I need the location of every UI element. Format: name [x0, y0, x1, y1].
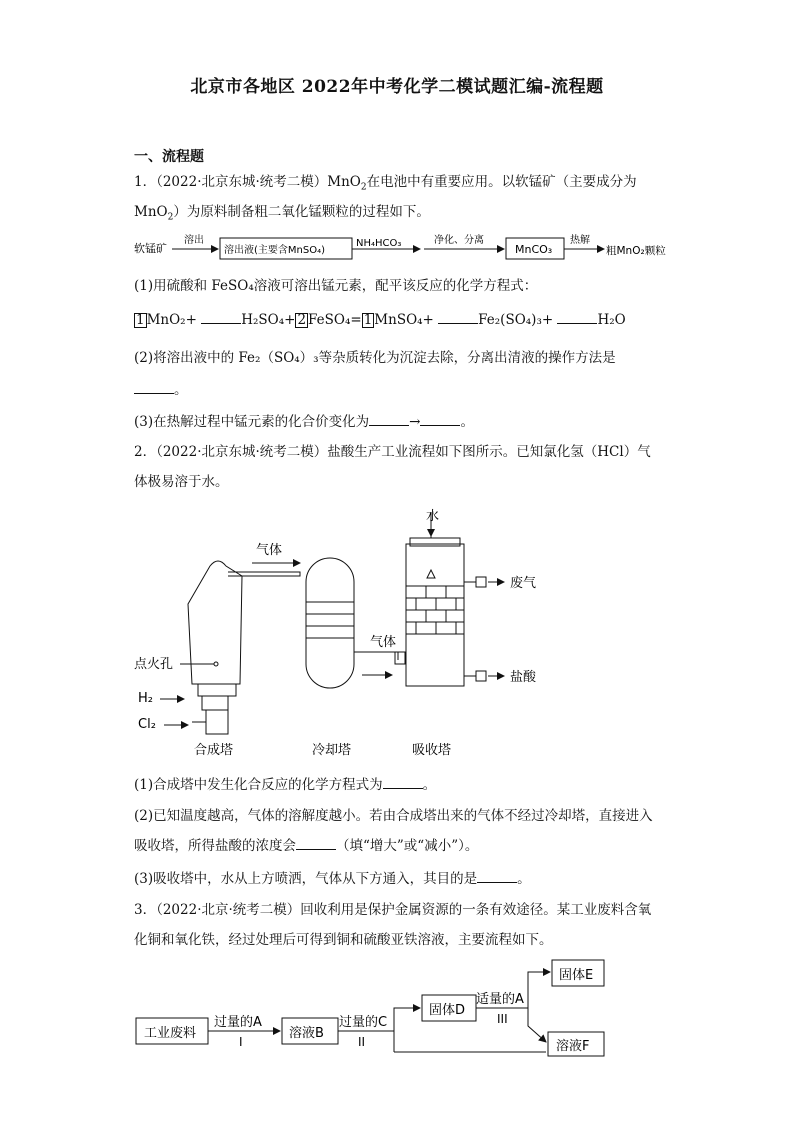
q2-apparatus-diagram: [130, 500, 560, 765]
q1-sub1: (1)用硫酸和 FeSO₄溶液可溶出锰元素，配平该反应的化学方程式：: [134, 278, 538, 294]
caption-cooling-tower: 冷却塔: [312, 743, 352, 758]
flow-box-mnco3: MnCO₃: [515, 243, 553, 256]
label-waste-gas: 废气: [510, 576, 537, 591]
flow-start: 软锰矿: [134, 242, 167, 255]
label-hydrochloric-acid: 盐酸: [510, 670, 537, 685]
q1-process-flow: [134, 232, 684, 262]
q1-stem-line1: 1．（2022·北京东城·统考二模）MnO$_2$在电池中有重要应用。以软锰矿（主要成分为: [134, 174, 637, 193]
arrow-label-proper-a: 适量的A: [476, 992, 524, 1007]
flow-step-dissolve: 溶出: [184, 235, 204, 246]
box-solid-d: 固体D: [429, 1003, 466, 1018]
answer-blank[interactable]: [369, 413, 409, 426]
coef-box-1: 1: [136, 312, 145, 328]
q3-process-flow: [134, 956, 614, 1060]
q1-stem-line2: MnO$_2$）为原料制备粗二氧化锰颗粒的过程如下。: [134, 204, 430, 223]
caption-synthesis-tower: 合成塔: [194, 743, 234, 758]
q2-stem-line1: 2．（2022·北京东城·统考二模）盐酸生产工业流程如下图所示。已知氯化氢（HCl）气: [134, 444, 651, 460]
step-2: II: [358, 1035, 366, 1049]
arrow-label-excess-a: 过量的A: [214, 1015, 262, 1030]
label-water: 水: [426, 509, 440, 524]
page-title: 北京市各地区 2022年中考化学二模试题汇编-流程题: [190, 77, 604, 97]
synthesis-tower: [188, 561, 242, 734]
q3-stem-line2: 化铜和氧化铁，经过处理后可得到铜和硫酸亚铁溶液，主要流程如下。: [134, 932, 553, 948]
coef-blank-h2o[interactable]: [557, 311, 597, 324]
answer-blank[interactable]: [420, 413, 460, 426]
answer-blank[interactable]: [383, 776, 423, 789]
label-h2: H₂: [138, 691, 153, 706]
q1-sub3: (3)在热解过程中锰元素的化合价变化为 → 。: [134, 414, 474, 430]
q3-stem-line1: 3．（2022·北京·统考二模）回收利用是保护金属资源的一条有效途径。某工业废料含氧: [134, 902, 652, 918]
answer-blank[interactable]: [134, 381, 174, 394]
q2-stem-line2: 体极易溶于水。: [134, 474, 229, 490]
coef-box-2: 2: [297, 312, 307, 328]
label-cl2: Cl₂: [138, 717, 156, 732]
absorption-tower: [406, 512, 486, 686]
label-gas-1: 气体: [256, 543, 283, 558]
section-heading: 一、流程题: [134, 149, 204, 165]
coef-blank-fe2so43[interactable]: [438, 311, 478, 324]
q1-equation: 1 MnO₂+ H₂SO₄+ 2 FeSO₄= 1 MnSO₄+ Fe₂(SO₄)₃+ H₂O: [136, 312, 626, 328]
flow-end: 粗MnO₂颗粒: [606, 245, 666, 257]
q2-sub2-line1: (2)已知温度越高，气体的溶解度越小。若由合成塔出来的气体不经过冷却塔，直接进入: [134, 808, 653, 824]
box-solution-b: 溶液B: [289, 1026, 324, 1041]
step-1: I: [239, 1035, 243, 1049]
q1-sub2-answer: 。: [134, 380, 188, 400]
caption-absorption-tower: 吸收塔: [412, 743, 452, 758]
q2-sub3: (3)吸收塔中，水从上方喷洒，气体从下方通入，其目的是 。: [134, 871, 531, 887]
step-3: III: [497, 1012, 508, 1026]
box-industrial-waste: 工业废料: [144, 1026, 197, 1041]
cooling-tower: [306, 558, 398, 688]
q1-sub2: (2)将溶出液中的 Fe₂（SO₄）₃等杂质转化为沉淀去除，分离出清液的操作方法是: [134, 350, 616, 366]
arrow-label-excess-c: 过量的C: [339, 1015, 388, 1030]
q2-sub1: (1)合成塔中发生化合反应的化学方程式为 。: [134, 777, 437, 793]
flow-step-pyrolysis: 热解: [570, 235, 590, 246]
flow-box-solution: 溶出液(主要含MnSO₄): [224, 245, 325, 256]
coef-blank-h2so4[interactable]: [201, 311, 241, 324]
answer-blank[interactable]: [477, 870, 517, 883]
q2-sub2-line2: 吸收塔，所得盐酸的浓度会 （填“增大”或“减小”）。: [134, 838, 479, 854]
box-solid-e: 固体E: [559, 968, 594, 983]
answer-blank[interactable]: [296, 837, 336, 850]
flow-step-purify: 净化、分离: [434, 235, 484, 246]
coef-box-3: 1: [363, 312, 373, 328]
box-solution-f: 溶液F: [556, 1039, 590, 1054]
label-gas-2: 气体: [370, 635, 397, 650]
label-ignition-hole: 点火孔: [134, 657, 174, 672]
flow-reagent: NH₄HCO₃: [356, 238, 402, 249]
